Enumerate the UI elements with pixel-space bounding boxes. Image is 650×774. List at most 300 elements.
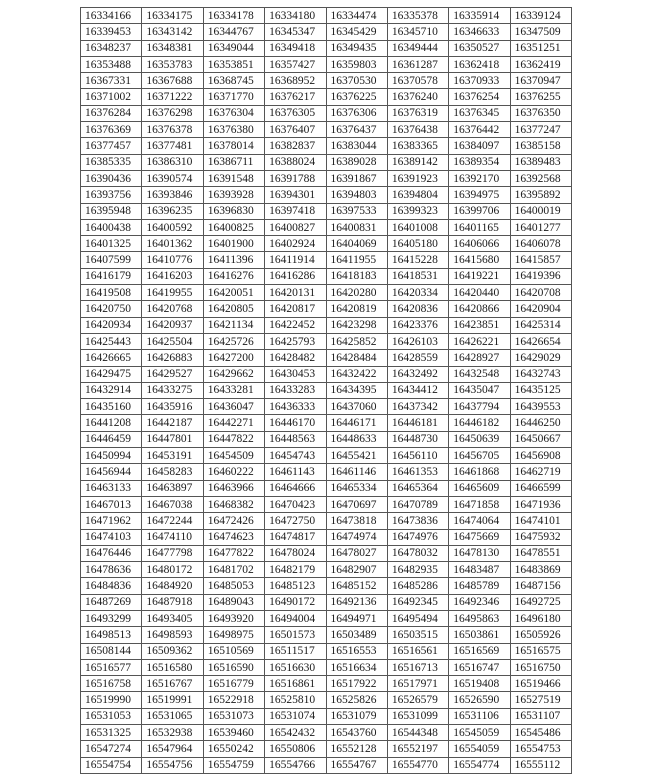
table-cell: 16474110 xyxy=(142,529,203,545)
table-row xyxy=(81,236,572,252)
table-cell: 16426654 xyxy=(510,333,571,349)
table-cell: 16493405 xyxy=(142,610,203,626)
table-cell: 16510569 xyxy=(203,643,264,659)
table-cell: 16455421 xyxy=(326,448,387,464)
table-cell: 16442271 xyxy=(203,415,264,431)
table-cell: 16516861 xyxy=(265,676,326,692)
table-cell: 16371770 xyxy=(203,89,264,105)
table-cell: 16539460 xyxy=(203,725,264,741)
table-cell: 16348237 xyxy=(81,40,142,56)
table-cell: 16483869 xyxy=(510,562,571,578)
table-cell: 16389142 xyxy=(387,154,448,170)
table-row xyxy=(81,431,572,447)
table-row xyxy=(81,610,572,626)
table-cell: 16511517 xyxy=(265,643,326,659)
table-cell: 16494971 xyxy=(326,610,387,626)
table-cell: 16463897 xyxy=(142,480,203,496)
table-cell: 16478027 xyxy=(326,545,387,561)
table-cell: 16420819 xyxy=(326,301,387,317)
table-cell: 16498975 xyxy=(203,627,264,643)
table-cell: 16394804 xyxy=(387,187,448,203)
table-cell: 16420708 xyxy=(510,285,571,301)
table-cell: 16376255 xyxy=(510,89,571,105)
table-cell: 16357427 xyxy=(265,56,326,72)
table-cell: 16516580 xyxy=(142,659,203,675)
table-cell: 16376380 xyxy=(203,122,264,138)
table-cell: 16406066 xyxy=(449,236,510,252)
table-cell: 16436333 xyxy=(265,399,326,415)
table-cell: 16334175 xyxy=(142,8,203,24)
table-cell: 16349435 xyxy=(326,40,387,56)
table-cell: 16426665 xyxy=(81,350,142,366)
table-cell: 16344767 xyxy=(203,24,264,40)
table-cell: 16516758 xyxy=(81,676,142,692)
table-cell: 16386310 xyxy=(142,154,203,170)
table-cell: 16400019 xyxy=(510,203,571,219)
table-cell: 16385158 xyxy=(510,138,571,154)
table-cell: 16415857 xyxy=(510,252,571,268)
table-cell: 16405180 xyxy=(387,236,448,252)
table-cell: 16386711 xyxy=(203,154,264,170)
table-cell: 16480172 xyxy=(142,562,203,578)
table-cell: 16435160 xyxy=(81,399,142,415)
table-cell: 16482935 xyxy=(387,562,448,578)
table-cell: 16446181 xyxy=(387,415,448,431)
table-cell: 16420866 xyxy=(449,301,510,317)
table-cell: 16376304 xyxy=(203,105,264,121)
table-cell: 16420334 xyxy=(387,285,448,301)
table-cell: 16378014 xyxy=(203,138,264,154)
table-cell: 16516553 xyxy=(326,643,387,659)
table-cell: 16526579 xyxy=(387,692,448,708)
table-cell: 16461353 xyxy=(387,464,448,480)
table-cell: 16446171 xyxy=(326,415,387,431)
table-cell: 16361287 xyxy=(387,56,448,72)
table-row xyxy=(81,350,572,366)
table-cell: 16519991 xyxy=(142,692,203,708)
table-cell: 16466599 xyxy=(510,480,571,496)
table-cell: 16383044 xyxy=(326,138,387,154)
table-cell: 16503861 xyxy=(449,627,510,643)
table-cell: 16416179 xyxy=(81,268,142,284)
table-cell: 16554770 xyxy=(387,757,448,773)
table-cell: 16343142 xyxy=(142,24,203,40)
table-cell: 16425314 xyxy=(510,317,571,333)
table-row xyxy=(81,154,572,170)
table-row xyxy=(81,122,572,138)
table-cell: 16437794 xyxy=(449,399,510,415)
table-cell: 16385335 xyxy=(81,154,142,170)
table-cell: 16432492 xyxy=(387,366,448,382)
table-cell: 16425504 xyxy=(142,333,203,349)
table-cell: 16463133 xyxy=(81,480,142,496)
table-cell: 16350527 xyxy=(449,40,510,56)
table-cell: 16467013 xyxy=(81,496,142,512)
table-row xyxy=(81,382,572,398)
table-row xyxy=(81,480,572,496)
table-cell: 16474064 xyxy=(449,513,510,529)
table-cell: 16389028 xyxy=(326,154,387,170)
table-cell: 16349444 xyxy=(387,40,448,56)
table-cell: 16446459 xyxy=(81,431,142,447)
table-cell: 16490172 xyxy=(265,594,326,610)
table-cell: 16456705 xyxy=(449,448,510,464)
table-cell: 16382837 xyxy=(265,138,326,154)
table-cell: 16489043 xyxy=(203,594,264,610)
table-cell: 16420768 xyxy=(142,301,203,317)
table-cell: 16334178 xyxy=(203,8,264,24)
table-cell: 16346633 xyxy=(449,24,510,40)
table-row xyxy=(81,24,572,40)
table-cell: 16429475 xyxy=(81,366,142,382)
table-cell: 16376407 xyxy=(265,122,326,138)
table-cell: 16349044 xyxy=(203,40,264,56)
table-cell: 16418183 xyxy=(326,268,387,284)
table-row xyxy=(81,741,572,757)
table-cell: 16446182 xyxy=(449,415,510,431)
table-cell: 16428484 xyxy=(326,350,387,366)
table-cell: 16447822 xyxy=(203,431,264,447)
table-cell: 16427200 xyxy=(203,350,264,366)
table-cell: 16420934 xyxy=(81,317,142,333)
table-cell: 16454509 xyxy=(203,448,264,464)
table-cell: 16472750 xyxy=(265,513,326,529)
table-row xyxy=(81,399,572,415)
table-row xyxy=(81,219,572,235)
table-cell: 16531074 xyxy=(265,708,326,724)
table-cell: 16554753 xyxy=(510,741,571,757)
table-row xyxy=(81,105,572,121)
table-cell: 16376437 xyxy=(326,122,387,138)
table-cell: 16505926 xyxy=(510,627,571,643)
table-cell: 16432914 xyxy=(81,382,142,398)
table-cell: 16347509 xyxy=(510,24,571,40)
table-cell: 16531073 xyxy=(203,708,264,724)
table-cell: 16334474 xyxy=(326,8,387,24)
table-cell: 16429029 xyxy=(510,350,571,366)
table-row xyxy=(81,496,572,512)
table-cell: 16483487 xyxy=(449,562,510,578)
table-cell: 16545486 xyxy=(510,725,571,741)
table-cell: 16554766 xyxy=(265,757,326,773)
table-cell: 16376369 xyxy=(81,122,142,138)
table-cell: 16411914 xyxy=(265,252,326,268)
table-cell: 16468382 xyxy=(203,496,264,512)
table-cell: 16485053 xyxy=(203,578,264,594)
table-cell: 16376284 xyxy=(81,105,142,121)
table-cell: 16376298 xyxy=(142,105,203,121)
table-cell: 16439553 xyxy=(510,399,571,415)
table-row xyxy=(81,301,572,317)
table-cell: 16394975 xyxy=(449,187,510,203)
table-cell: 16516767 xyxy=(142,676,203,692)
table-cell: 16411396 xyxy=(203,252,264,268)
table-cell: 16485789 xyxy=(449,578,510,594)
table-cell: 16429662 xyxy=(203,366,264,382)
table-cell: 16461868 xyxy=(449,464,510,480)
table-cell: 16554774 xyxy=(449,757,510,773)
table-cell: 16462719 xyxy=(510,464,571,480)
table-cell: 16456908 xyxy=(510,448,571,464)
table-cell: 16478551 xyxy=(510,545,571,561)
table-cell: 16401277 xyxy=(510,219,571,235)
table-cell: 16402924 xyxy=(265,236,326,252)
table-cell: 16429527 xyxy=(142,366,203,382)
table-cell: 16478130 xyxy=(449,545,510,561)
table-cell: 16376378 xyxy=(142,122,203,138)
table-cell: 16516747 xyxy=(449,659,510,675)
table-cell: 16531107 xyxy=(510,708,571,724)
table-cell: 16394803 xyxy=(326,187,387,203)
table-cell: 16463966 xyxy=(203,480,264,496)
table-row xyxy=(81,415,572,431)
table-cell: 16370947 xyxy=(510,73,571,89)
table-cell: 16400825 xyxy=(203,219,264,235)
table-cell: 16420750 xyxy=(81,301,142,317)
table-cell: 16420131 xyxy=(265,285,326,301)
table-cell: 16423298 xyxy=(326,317,387,333)
table-cell: 16415228 xyxy=(387,252,448,268)
table-cell: 16450994 xyxy=(81,448,142,464)
table-cell: 16474974 xyxy=(326,529,387,545)
table-cell: 16456110 xyxy=(387,448,448,464)
table-cell: 16401325 xyxy=(81,236,142,252)
table-cell: 16531053 xyxy=(81,708,142,724)
table-cell: 16552197 xyxy=(387,741,448,757)
table-cell: 16419221 xyxy=(449,268,510,284)
table-cell: 16516634 xyxy=(326,659,387,675)
table-cell: 16423376 xyxy=(387,317,448,333)
table-cell: 16401165 xyxy=(449,219,510,235)
table-cell: 16376306 xyxy=(326,105,387,121)
table-cell: 16353851 xyxy=(203,56,264,72)
table-cell: 16448730 xyxy=(387,431,448,447)
table-cell: 16467038 xyxy=(142,496,203,512)
table-cell: 16432548 xyxy=(449,366,510,382)
table-cell: 16447801 xyxy=(142,431,203,447)
table-cell: 16554754 xyxy=(81,757,142,773)
table-cell: 16416286 xyxy=(265,268,326,284)
table-cell: 16437342 xyxy=(387,399,448,415)
table-cell: 16376438 xyxy=(387,122,448,138)
table-cell: 16376319 xyxy=(387,105,448,121)
table-cell: 16389483 xyxy=(510,154,571,170)
table-cell: 16471858 xyxy=(449,496,510,512)
table-row xyxy=(81,627,572,643)
table-cell: 16367688 xyxy=(142,73,203,89)
table-cell: 16401362 xyxy=(142,236,203,252)
table-cell: 16400827 xyxy=(265,219,326,235)
table-cell: 16516575 xyxy=(510,643,571,659)
table-cell: 16388024 xyxy=(265,154,326,170)
table-cell: 16377457 xyxy=(81,138,142,154)
table-cell: 16554059 xyxy=(449,741,510,757)
table-cell: 16474103 xyxy=(81,529,142,545)
table-cell: 16345710 xyxy=(387,24,448,40)
table-cell: 16400831 xyxy=(326,219,387,235)
table-cell: 16383365 xyxy=(387,138,448,154)
table-cell: 16371222 xyxy=(142,89,203,105)
table-cell: 16425793 xyxy=(265,333,326,349)
table-cell: 16516750 xyxy=(510,659,571,675)
table-cell: 16471936 xyxy=(510,496,571,512)
table-cell: 16407599 xyxy=(81,252,142,268)
table-cell: 16351251 xyxy=(510,40,571,56)
table-row xyxy=(81,692,572,708)
table-cell: 16550242 xyxy=(203,741,264,757)
table-cell: 16501573 xyxy=(265,627,326,643)
table-cell: 16494004 xyxy=(265,610,326,626)
table-cell: 16554756 xyxy=(142,757,203,773)
table-row xyxy=(81,317,572,333)
table-cell: 16339124 xyxy=(510,8,571,24)
table-cell: 16544348 xyxy=(387,725,448,741)
table-cell: 16349418 xyxy=(265,40,326,56)
table-row xyxy=(81,448,572,464)
table-cell: 16384097 xyxy=(449,138,510,154)
table-cell: 16419396 xyxy=(510,268,571,284)
table-cell: 16481702 xyxy=(203,562,264,578)
table-cell: 16519466 xyxy=(510,676,571,692)
table-cell: 16454743 xyxy=(265,448,326,464)
table-cell: 16470789 xyxy=(387,496,448,512)
table-cell: 16377481 xyxy=(142,138,203,154)
table-cell: 16522918 xyxy=(203,692,264,708)
table-cell: 16391923 xyxy=(387,170,448,186)
table-cell: 16391548 xyxy=(203,170,264,186)
table-cell: 16396830 xyxy=(203,203,264,219)
table-cell: 16397533 xyxy=(326,203,387,219)
table-cell: 16554767 xyxy=(326,757,387,773)
table-cell: 16368952 xyxy=(265,73,326,89)
table-cell: 16458283 xyxy=(142,464,203,480)
table-cell: 16519408 xyxy=(449,676,510,692)
table-row xyxy=(81,529,572,545)
table-row xyxy=(81,8,572,24)
table-cell: 16435047 xyxy=(449,382,510,398)
table-cell: 16526590 xyxy=(449,692,510,708)
table-cell: 16377247 xyxy=(510,122,571,138)
table-cell: 16334180 xyxy=(265,8,326,24)
table-cell: 16487269 xyxy=(81,594,142,610)
table-row xyxy=(81,203,572,219)
table-cell: 16517971 xyxy=(387,676,448,692)
table-cell: 16419955 xyxy=(142,285,203,301)
table-cell: 16393846 xyxy=(142,187,203,203)
table-row xyxy=(81,708,572,724)
table-cell: 16477822 xyxy=(203,545,264,561)
table-cell: 16475932 xyxy=(510,529,571,545)
table-cell: 16396235 xyxy=(142,203,203,219)
table-cell: 16487156 xyxy=(510,578,571,594)
table-cell: 16353488 xyxy=(81,56,142,72)
table-cell: 16442187 xyxy=(142,415,203,431)
table-cell: 16376442 xyxy=(449,122,510,138)
table-cell: 16448633 xyxy=(326,431,387,447)
table-row xyxy=(81,40,572,56)
table-cell: 16465609 xyxy=(449,480,510,496)
table-cell: 16433283 xyxy=(265,382,326,398)
table-cell: 16472426 xyxy=(203,513,264,529)
table-cell: 16399323 xyxy=(387,203,448,219)
table-cell: 16475669 xyxy=(449,529,510,545)
table-cell: 16545059 xyxy=(449,725,510,741)
table-cell: 16399706 xyxy=(449,203,510,219)
table-cell: 16420805 xyxy=(203,301,264,317)
table-cell: 16425852 xyxy=(326,333,387,349)
table-cell: 16460222 xyxy=(203,464,264,480)
table-cell: 16474817 xyxy=(265,529,326,545)
table-row xyxy=(81,594,572,610)
table-cell: 16478636 xyxy=(81,562,142,578)
table-cell: 16420937 xyxy=(142,317,203,333)
table-cell: 16345347 xyxy=(265,24,326,40)
table-cell: 16434395 xyxy=(326,382,387,398)
number-table xyxy=(80,7,572,774)
table-cell: 16531099 xyxy=(387,708,448,724)
table-cell: 16419508 xyxy=(81,285,142,301)
table-cell: 16516630 xyxy=(265,659,326,675)
table-cell: 16482907 xyxy=(326,562,387,578)
table-cell: 16430453 xyxy=(265,366,326,382)
table-cell: 16390436 xyxy=(81,170,142,186)
table-cell: 16426103 xyxy=(387,333,448,349)
table-cell: 16339453 xyxy=(81,24,142,40)
table-cell: 16472244 xyxy=(142,513,203,529)
table-cell: 16392170 xyxy=(449,170,510,186)
table-cell: 16453191 xyxy=(142,448,203,464)
table-cell: 16432422 xyxy=(326,366,387,382)
table-row xyxy=(81,170,572,186)
table-cell: 16420817 xyxy=(265,301,326,317)
table-cell: 16532938 xyxy=(142,725,203,741)
table-cell: 16456944 xyxy=(81,464,142,480)
table-cell: 16482179 xyxy=(265,562,326,578)
table-row xyxy=(81,252,572,268)
table-cell: 16371002 xyxy=(81,89,142,105)
table-cell: 16552128 xyxy=(326,741,387,757)
table-cell: 16517922 xyxy=(326,676,387,692)
table-cell: 16420440 xyxy=(449,285,510,301)
table-cell: 16420280 xyxy=(326,285,387,301)
table-cell: 16435125 xyxy=(510,382,571,398)
table-cell: 16376254 xyxy=(449,89,510,105)
table-cell: 16448563 xyxy=(265,431,326,447)
table-cell: 16441208 xyxy=(81,415,142,431)
table-cell: 16492346 xyxy=(449,594,510,610)
table-cell: 16542432 xyxy=(265,725,326,741)
table-cell: 16400438 xyxy=(81,219,142,235)
table-cell: 16474976 xyxy=(387,529,448,545)
table-cell: 16487918 xyxy=(142,594,203,610)
table-cell: 16376350 xyxy=(510,105,571,121)
table-cell: 16531106 xyxy=(449,708,510,724)
table-cell: 16496180 xyxy=(510,610,571,626)
table-cell: 16516561 xyxy=(387,643,448,659)
table-cell: 16436047 xyxy=(203,399,264,415)
table-cell: 16432743 xyxy=(510,366,571,382)
table-cell: 16493299 xyxy=(81,610,142,626)
table-cell: 16473836 xyxy=(387,513,448,529)
table-cell: 16509362 xyxy=(142,643,203,659)
table-cell: 16389354 xyxy=(449,154,510,170)
table-cell: 16426221 xyxy=(449,333,510,349)
table-cell: 16353783 xyxy=(142,56,203,72)
table-cell: 16370933 xyxy=(449,73,510,89)
table-cell: 16376225 xyxy=(326,89,387,105)
table-cell: 16531065 xyxy=(142,708,203,724)
table-cell: 16423851 xyxy=(449,317,510,333)
